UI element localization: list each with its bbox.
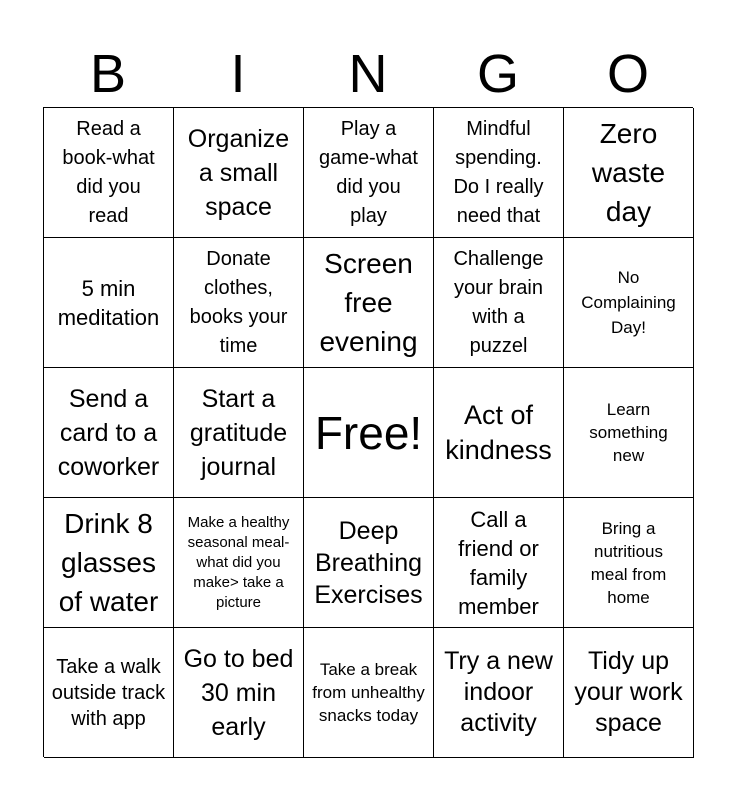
cell-text: Take a walk outside track with app [51,655,166,730]
cell-text: Challenge your brain with a puzzel [453,247,544,357]
cell-text: Send a card to a coworker [57,384,160,481]
cell-text: Read a book-what did you read [62,117,155,227]
cell-text: Make a healthy seasonal meal-what did you make> take a picture [187,513,290,611]
bingo-header [43,40,693,108]
bingo-cell-r2-c5[interactable] [564,238,694,368]
bingo-cell-r2-c2[interactable] [174,238,304,368]
bingo-cell-r5-c4[interactable] [434,628,564,758]
cell-text: Try a new indoor activity [444,647,553,737]
bingo-cell-r5-c2[interactable] [174,628,304,758]
cell-text: No Complaining Day! [581,268,676,337]
bingo-cell-r3-c5[interactable] [564,368,694,498]
cell-text: Play a game-what did you play [319,117,418,227]
bingo-cell-r1-c5[interactable] [564,108,694,238]
bingo-cell-r2-c1[interactable] [44,238,174,368]
bingo-cell-r5-c3[interactable] [304,628,434,758]
cell-text: Take a break from unhealthy snacks today [312,660,425,725]
bingo-cell-r4-c4[interactable] [434,498,564,628]
bingo-cell-r2-c4[interactable] [434,238,564,368]
cell-text: Go to bed 30 min early [183,644,294,741]
bingo-cell-r5-c1[interactable] [44,628,174,758]
cell-text: Drink 8 glasses of water [58,508,159,617]
cell-text: Zero waste day [591,118,666,227]
bingo-cell-r4-c5[interactable] [564,498,694,628]
bingo-cell-r1-c2[interactable] [174,108,304,238]
cell-text: Donate clothes, books your time [189,247,288,357]
cell-text: Mindful spending. Do I really need that [453,117,544,227]
header-letter-n: N [348,44,388,104]
header-letter-b: B [89,44,127,104]
cell-text: Organize a small space [187,124,290,221]
bingo-board [43,107,693,757]
header-letter-g: G [476,44,519,104]
header-letter-o: O [606,44,649,104]
bingo-cell-r4-c2[interactable] [174,498,304,628]
free-space-text: Free! [314,406,423,459]
cell-text: Learn something new [589,400,668,465]
bingo-cell-r3-c4[interactable] [434,368,564,498]
bingo-cell-r3-c1[interactable] [44,368,174,498]
cell-text: Tidy up your work space [574,647,683,737]
cell-text: Deep Breathing Exercises [314,516,423,609]
bingo-cell-r4-c1[interactable] [44,498,174,628]
bingo-cell-r3-c3-free-space[interactable] [304,368,434,498]
header-letter-i: I [230,44,246,104]
bingo-cell-r1-c1[interactable] [44,108,174,238]
cell-text: Call a friend or family member [458,506,539,619]
cell-text: 5 min meditation [57,275,160,330]
cell-text: Act of kindness [445,399,552,465]
bingo-cell-r3-c2[interactable] [174,368,304,498]
cell-text: Start a gratitude journal [189,384,288,481]
cell-text: Bring a nutritious meal from home [590,518,667,607]
bingo-cell-r1-c4[interactable] [434,108,564,238]
bingo-cell-r1-c3[interactable] [304,108,434,238]
bingo-cell-r5-c5[interactable] [564,628,694,758]
bingo-cell-r2-c3[interactable] [304,238,434,368]
bingo-cell-r4-c3[interactable] [304,498,434,628]
cell-text: Screen free evening [319,248,418,357]
